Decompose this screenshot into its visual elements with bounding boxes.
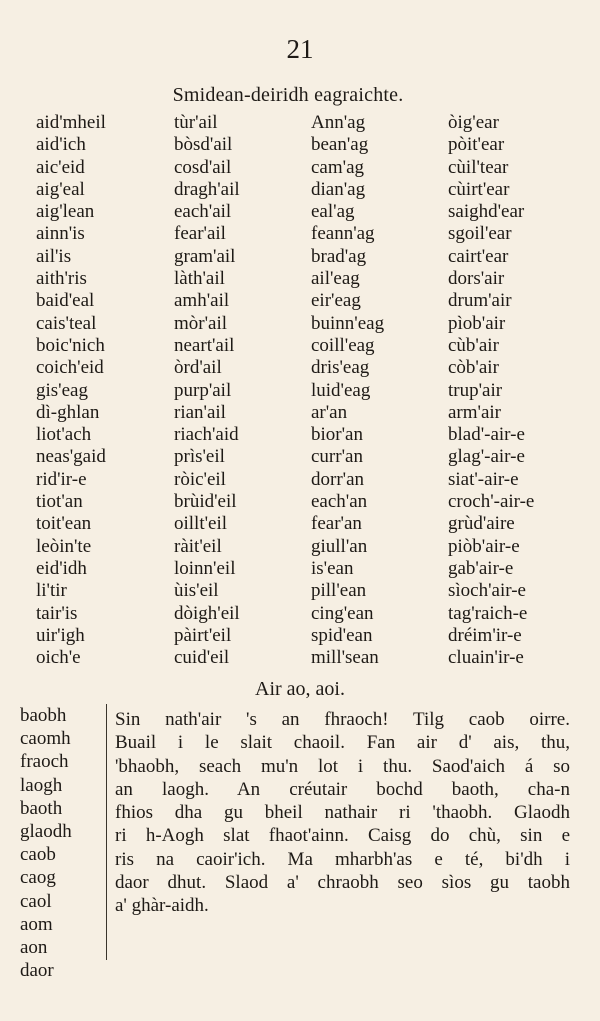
word-entry: leòin'te [36,535,92,557]
word-entry: cùb'air [448,334,499,356]
passage-line: daor dhut. Slaod a' chraobh seo sìos gu taobh [115,872,570,894]
word-entry: brùid'eil [174,491,237,513]
passage-line: Sin nath'air 's an fhraoch! Tilg caob oirre. [115,709,570,730]
word-entry: còb'air [448,357,499,379]
word-entry: ail'is [36,245,72,267]
word-entry: cluain'ir-e [448,647,524,669]
word-entry: oich'e [36,647,81,669]
word-entry: oillt'eil [174,513,228,535]
word-entry: eal'ag [311,201,355,223]
word-entry: baid'eal [36,290,95,312]
word-entry: cairt'ear [448,245,509,267]
word-entry: tùr'ail [174,112,218,133]
word-entry: giull'an [311,535,368,557]
word-entry: cing'ean [311,602,374,624]
passage-line: ris na caoir'ich. Ma mharbh'as e té, bi'dh i [115,848,570,870]
word-entry: sìoch'air-e [448,580,526,602]
word-entry: purp'ail [174,379,232,401]
word-entry: rid'ir-e [36,468,87,490]
side-list-word: caomh [20,728,71,750]
side-list-word: caog [20,867,56,889]
word-entry: loinn'eil [174,557,236,579]
word-entry: gab'air-e [448,557,514,579]
word-column-1 [36,112,176,669]
word-entry: rian'ail [174,401,226,423]
word-entry: curr'an [311,446,363,468]
word-entry: each'an [311,491,368,513]
word-column-2 [174,112,314,669]
reading-passage [115,708,570,918]
side-list-word: baobh [20,705,67,726]
word-entry: trup'air [448,379,503,401]
word-entry: feann'ag [311,223,375,245]
word-entry: òrd'ail [174,357,222,379]
side-list-word: caol [20,890,52,912]
word-entry: grùd'aire [448,513,515,535]
word-entry: pòit'ear [448,134,505,156]
word-entry: eir'eag [311,290,361,312]
word-entry: buinn'eag [311,312,385,334]
side-list-word: caob [20,844,56,866]
word-entry: spid'ean [311,624,373,646]
word-entry: gis'eag [36,379,88,401]
passage-line: ri h-Aogh slat fhaot'ainn. Caisg do chù, sin e [115,825,570,847]
word-entry: ail'eag [311,268,360,290]
word-entry: croch'-air-e [448,491,535,513]
word-entry: prìs'eil [174,446,225,468]
word-entry: is'ean [311,557,354,579]
word-entry: dris'eag [311,357,370,379]
word-entry: mòr'ail [174,312,228,334]
word-entry: dragh'ail [174,178,240,200]
word-entry: aid'mheil [36,112,106,133]
word-entry: dors'air [448,268,505,290]
word-entry: aid'ich [36,134,86,156]
word-entry: glag'-air-e [448,446,525,468]
side-list-word: aom [20,913,53,935]
word-entry: tiot'an [36,491,83,513]
word-entry: ar'an [311,401,348,423]
word-entry: toit'ean [36,513,92,535]
word-entry: cuid'eil [174,647,230,669]
page-number: 21 [286,34,314,64]
word-entry: amh'ail [174,290,230,312]
word-entry: làth'ail [174,268,225,290]
word-entry: tag'raich-e [448,602,528,624]
word-entry: cùil'tear [448,156,509,178]
word-entry: neas'gaid [36,446,106,468]
word-column-4 [448,112,588,669]
passage-line: Buail i le slait chaoil. Fan air d' ais, thu, [115,732,570,754]
word-entry: aith'ris [36,268,87,290]
passage-line: fhios dha gu bheil nathair ri 'thaobh. Glaodh [115,802,570,824]
word-entry: dì-ghlan [36,401,100,423]
word-entry: pill'ean [311,580,367,602]
word-entry: pàirt'eil [174,624,232,646]
word-entry: liot'ach [36,424,92,446]
side-list-word: fraoch [20,751,69,773]
side-list-word: baoth [20,797,63,819]
side-word-list [20,704,100,982]
word-entry: sgoil'ear [448,223,512,245]
word-entry: cais'teal [36,312,97,334]
word-entry: dian'ag [311,178,366,200]
word-entry: gram'ail [174,245,236,267]
word-entry: Ann'ag [311,112,366,133]
word-entry: riach'aid [174,424,239,446]
word-entry: aig'eal [36,178,85,200]
word-entry: arm'air [448,401,502,423]
word-entry: fear'ail [174,223,226,245]
word-entry: eid'idh [36,557,87,579]
word-entry: ràit'eil [174,535,222,557]
word-entry: li'tir [36,580,67,602]
word-entry: ainn'is [36,223,85,245]
side-list-word: glaodh [20,820,72,842]
side-list-word: aon [20,936,48,958]
word-entry: each'ail [174,201,232,223]
word-entry: dréim'ir-e [448,624,522,646]
word-entry: pìob'air [448,312,506,334]
word-entry: ròic'eil [174,468,226,490]
word-entry: bior'an [311,424,363,446]
word-entry: dorr'an [311,468,365,490]
word-entry: bean'ag [311,134,369,156]
word-entry: fear'an [311,513,362,535]
passage-line: 'bhaobh, seach mu'n lot i thu. Saod'aich á so [115,755,570,777]
word-entry: aic'eid [36,156,85,178]
word-entry: tair'is [36,602,78,624]
word-entry: mill'sean [311,647,379,669]
word-entry: ùis'eil [174,580,219,602]
word-entry: uir'igh [36,624,85,646]
word-entry: dòigh'eil [174,602,240,624]
word-entry: cosd'ail [174,156,232,178]
word-entry: bòsd'ail [174,134,233,156]
side-list-word: daor [20,960,54,982]
word-column-3 [311,112,451,669]
passage-line: a' ghàr-aidh. [115,895,209,917]
word-entry: brad'ag [311,245,367,267]
word-entry: cam'ag [311,156,365,178]
page-heading: Smidean-deiridh eagraichte. [172,84,404,106]
word-entry: aig'lean [36,201,95,223]
vertical-divider [106,704,107,960]
word-entry: luid'eag [311,379,371,401]
word-entry: neart'ail [174,334,235,356]
word-entry: coich'eid [36,357,104,379]
word-entry: siat'-air-e [448,468,519,490]
word-entry: piòb'air-e [448,535,520,557]
word-entry: blad'-air-e [448,424,525,446]
side-list-word: laogh [20,774,63,796]
word-entry: cùirt'ear [448,178,510,200]
word-entry: boic'nich [36,334,105,356]
word-entry: coill'eag [311,334,375,356]
section-subheading: Air ao, aoi. [255,678,345,700]
passage-line: an laogh. An créutair bochd baoth, cha-n [115,778,570,800]
word-entry: saighd'ear [448,201,525,223]
word-entry: òig'ear [448,112,499,133]
word-entry: drum'air [448,290,512,312]
